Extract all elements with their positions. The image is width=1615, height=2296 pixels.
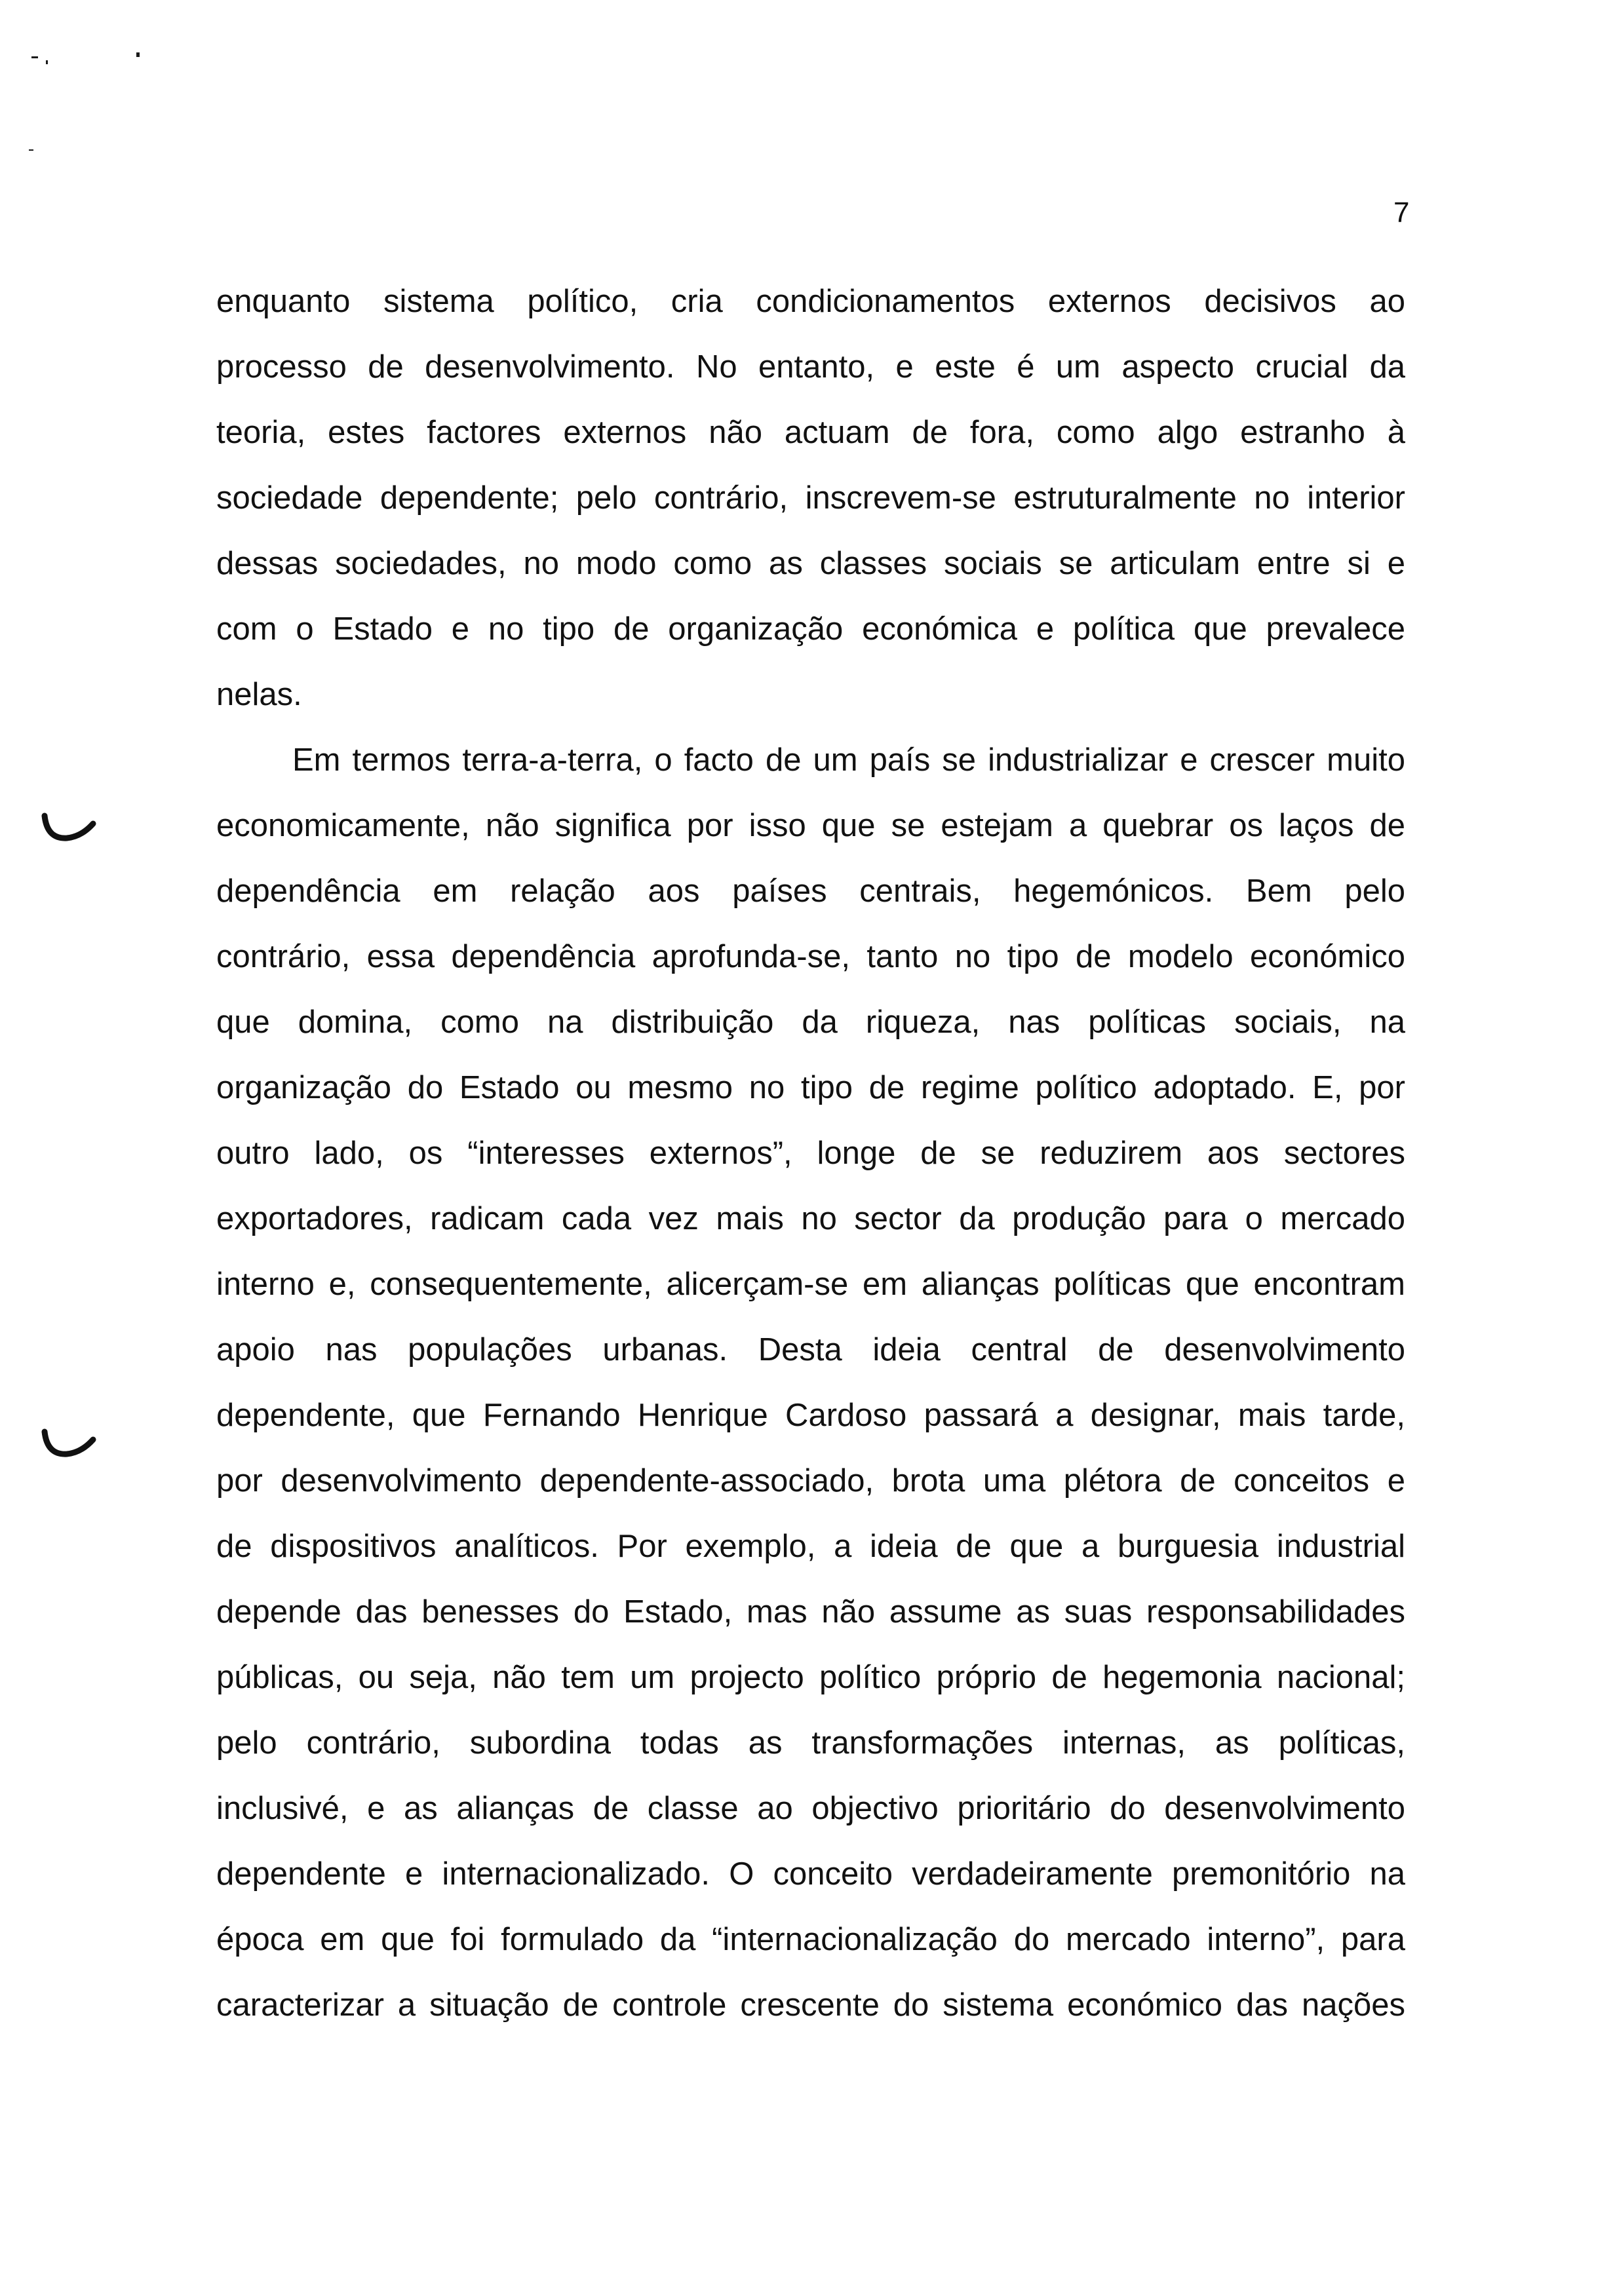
page-number: 7 xyxy=(1393,197,1410,229)
text-line: Em termos terra-a-terra, o facto de um país se industrializar e crescer muito xyxy=(292,742,1405,778)
text-line: dessas sociedades, no modo como as classes sociais se articulam entre si e xyxy=(216,546,1405,581)
text-line: sociedade dependente; pelo contrário, inscrevem-se estruturalmente no interior xyxy=(216,480,1405,516)
margin-bracket-mark xyxy=(41,1425,100,1464)
text-line: economicamente, não significa por isso que se estejam a quebrar os laços de xyxy=(216,808,1405,843)
text-line: com o Estado e no tipo de organização económica e política que prevalece xyxy=(216,611,1405,647)
text-line: dependente e internacionalizado. O conceito verdadeiramente premonitório na xyxy=(216,1856,1405,1892)
text-line: depende das benesses do Estado, mas não assume as suas responsabilidades xyxy=(216,1594,1405,1630)
text-line: interno e, consequentemente, alicerçam-se em alianças políticas que encontram xyxy=(216,1267,1405,1302)
body-text xyxy=(216,269,1405,2038)
text-line: públicas, ou seja, não tem um projecto político próprio de hegemonia nacional; xyxy=(216,1660,1405,1695)
text-line: caracterizar a situação de controle crescente do sistema económico das nações xyxy=(216,1987,1405,2023)
text-line: dependência em relação aos países centrais, hegemónicos. Bem pelo xyxy=(216,873,1405,909)
text-line: por desenvolvimento dependente-associado, brota uma plétora de conceitos e xyxy=(216,1463,1405,1499)
scan-speck xyxy=(31,56,38,58)
text-line: organização do Estado ou mesmo no tipo de regime político adoptado. E, por xyxy=(216,1070,1405,1105)
text-line: de dispositivos analíticos. Por exemplo, a ideia de que a burguesia industrial xyxy=(216,1529,1405,1564)
text-line: exportadores, radicam cada vez mais no sector da produção para o mercado xyxy=(216,1201,1405,1236)
text-line: pelo contrário, subordina todas as transformações internas, as políticas, xyxy=(216,1725,1405,1761)
paragraph xyxy=(216,269,1405,727)
text-line: dependente, que Fernando Henrique Cardoso passará a designar, mais tarde, xyxy=(216,1398,1405,1433)
paragraph xyxy=(216,727,1405,2038)
text-line: enquanto sistema político, cria condicionamentos externos decisivos ao xyxy=(216,284,1405,319)
text-line: teoria, estes factores externos não actuam de fora, como algo estranho à xyxy=(216,415,1405,450)
scan-speck xyxy=(46,60,48,64)
scan-speck xyxy=(136,52,140,57)
scan-speck xyxy=(29,149,33,151)
text-line: outro lado, os “interesses externos”, longe de se reduzirem aos sectores xyxy=(216,1136,1405,1171)
margin-bracket-mark xyxy=(41,809,100,849)
text-line: inclusivé, e as alianças de classe ao objectivo prioritário do desenvolvimento xyxy=(216,1791,1405,1826)
text-line: processo de desenvolvimento. No entanto, e este é um aspecto crucial da xyxy=(216,349,1405,385)
text-line: nelas. xyxy=(216,677,302,712)
text-line: que domina, como na distribuição da riqueza, nas políticas sociais, na xyxy=(216,1004,1405,1040)
text-line: contrário, essa dependência aprofunda-se, tanto no tipo de modelo económico xyxy=(216,939,1405,974)
text-line: época em que foi formulado da “internacionalização do mercado interno”, para xyxy=(216,1922,1405,1957)
text-line: apoio nas populações urbanas. Desta ideia central de desenvolvimento xyxy=(216,1332,1405,1368)
